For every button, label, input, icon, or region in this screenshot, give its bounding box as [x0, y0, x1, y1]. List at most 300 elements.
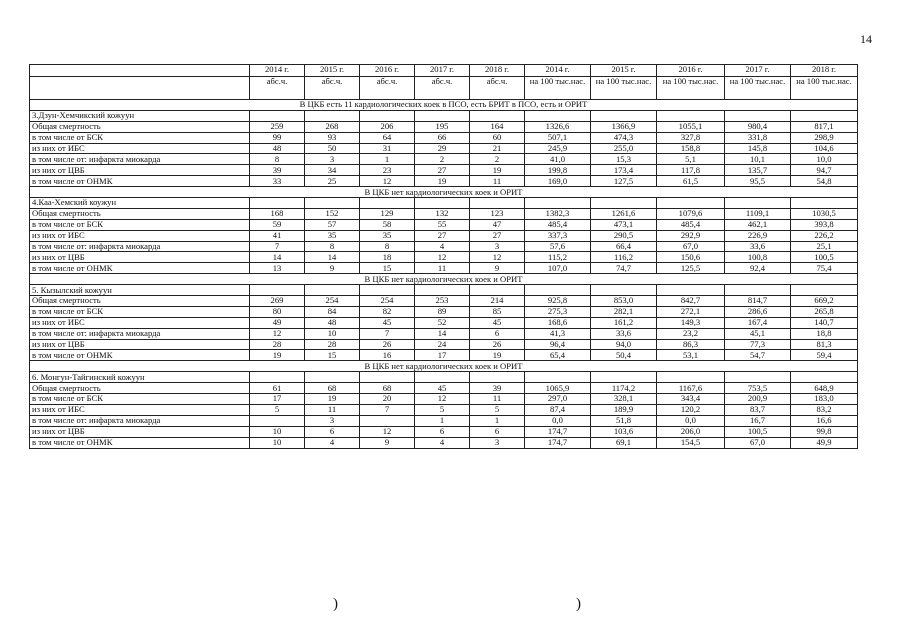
value-cell: 59 [250, 219, 305, 230]
value-cell: 1109,1 [725, 208, 791, 219]
empty-cell [657, 372, 725, 383]
value-cell: 61 [250, 383, 305, 394]
value-cell: 337,3 [525, 230, 591, 241]
value-cell: 35 [305, 230, 360, 241]
value-cell: 93 [305, 132, 360, 143]
value-cell: 853,0 [591, 296, 657, 307]
table-row [30, 263, 858, 274]
value-cell: 66 [415, 132, 470, 143]
value-cell: 1079,6 [657, 208, 725, 219]
value-cell: 14 [250, 252, 305, 263]
empty-cell [305, 285, 360, 296]
value-cell: 50 [305, 143, 360, 154]
row-label: в том числе от: инфаркта миокарда [30, 328, 250, 339]
empty-cell [360, 198, 415, 209]
value-cell: 168 [250, 208, 305, 219]
value-cell: 129 [360, 208, 415, 219]
row-label: в том числе от ОНМК [30, 263, 250, 274]
value-cell: 17 [415, 350, 470, 361]
value-cell: 39 [250, 165, 305, 176]
value-cell: 259 [250, 121, 305, 132]
value-cell: 292,9 [657, 230, 725, 241]
value-cell: 282,1 [591, 306, 657, 317]
empty-cell [725, 110, 791, 121]
value-cell: 290,5 [591, 230, 657, 241]
row-label: из них от ИБС [30, 317, 250, 328]
value-cell: 66,4 [591, 241, 657, 252]
value-cell: 254 [305, 296, 360, 307]
value-cell: 152 [305, 208, 360, 219]
value-cell: 0,0 [657, 415, 725, 426]
value-cell: 41,0 [525, 154, 591, 165]
table-row [30, 208, 858, 219]
value-cell: 65,4 [525, 350, 591, 361]
empty-cell [791, 198, 858, 209]
value-cell: 26 [470, 339, 525, 350]
value-cell: 68 [360, 383, 415, 394]
value-cell: 648,9 [791, 383, 858, 394]
row-label: в том числе от БСК [30, 306, 250, 317]
section-note-row [30, 361, 858, 372]
value-cell: 13 [250, 263, 305, 274]
header-year-cell: 2015 г. [591, 65, 657, 77]
value-cell: 60 [470, 132, 525, 143]
value-cell: 462,1 [725, 219, 791, 230]
table-row [30, 437, 858, 448]
value-cell: 41 [250, 230, 305, 241]
header-unit-cell: на 100 тыс.нас. [657, 77, 725, 100]
value-cell: 272,1 [657, 306, 725, 317]
value-cell: 132 [415, 208, 470, 219]
value-cell: 21 [470, 143, 525, 154]
value-cell: 5,1 [657, 154, 725, 165]
empty-cell [791, 285, 858, 296]
value-cell: 255,0 [591, 143, 657, 154]
value-cell: 86,3 [657, 339, 725, 350]
value-cell: 814,7 [725, 296, 791, 307]
value-cell: 10,1 [725, 154, 791, 165]
value-cell: 19 [470, 165, 525, 176]
value-cell: 5 [250, 404, 305, 415]
value-cell: 52 [415, 317, 470, 328]
value-cell: 206,0 [657, 426, 725, 437]
value-cell: 99,8 [791, 426, 858, 437]
empty-cell [305, 110, 360, 121]
value-cell: 1 [415, 415, 470, 426]
value-cell [360, 415, 415, 426]
empty-cell [470, 285, 525, 296]
value-cell: 100,5 [791, 252, 858, 263]
value-cell: 45 [470, 317, 525, 328]
value-cell: 29 [415, 143, 470, 154]
value-cell: 94,0 [591, 339, 657, 350]
value-cell: 87,4 [525, 404, 591, 415]
empty-cell [470, 372, 525, 383]
value-cell: 11 [470, 394, 525, 405]
header-year-cell: 2017 г. [415, 65, 470, 77]
value-cell: 1 [360, 154, 415, 165]
value-cell: 5 [415, 404, 470, 415]
value-cell: 6 [470, 426, 525, 437]
table-row [30, 176, 858, 187]
value-cell: 275,3 [525, 306, 591, 317]
value-cell: 1 [470, 415, 525, 426]
empty-cell [591, 198, 657, 209]
value-cell: 12 [415, 394, 470, 405]
row-label: в том числе от БСК [30, 219, 250, 230]
value-cell: 4 [415, 437, 470, 448]
row-label: из них от ЦВБ [30, 165, 250, 176]
value-cell: 16,6 [791, 415, 858, 426]
row-label: в том числе от ОНМК [30, 437, 250, 448]
value-cell: 104,6 [791, 143, 858, 154]
empty-cell [415, 110, 470, 121]
empty-cell [415, 198, 470, 209]
value-cell: 214 [470, 296, 525, 307]
value-cell: 74,7 [591, 263, 657, 274]
empty-cell [360, 285, 415, 296]
value-cell: 343,4 [657, 394, 725, 405]
empty-cell [725, 372, 791, 383]
value-cell: 328,1 [591, 394, 657, 405]
value-cell: 33,6 [725, 241, 791, 252]
value-cell: 55 [415, 219, 470, 230]
empty-cell [305, 372, 360, 383]
district-name: 6. Монгун-Тайгинский кожуун [30, 372, 250, 383]
value-cell: 925,8 [525, 296, 591, 307]
value-cell: 95,5 [725, 176, 791, 187]
value-cell: 49,9 [791, 437, 858, 448]
value-cell: 83,2 [791, 404, 858, 415]
header-units-row [30, 77, 858, 100]
value-cell: 20 [360, 394, 415, 405]
table-row [30, 143, 858, 154]
row-label: из них от ЦВБ [30, 252, 250, 263]
section-note-row [30, 100, 858, 111]
table-row [30, 306, 858, 317]
value-cell: 123 [470, 208, 525, 219]
value-cell: 331,8 [725, 132, 791, 143]
header-unit-cell: на 100 тыс.нас. [725, 77, 791, 100]
value-cell: 107,0 [525, 263, 591, 274]
value-cell: 145,8 [725, 143, 791, 154]
table-row [30, 383, 858, 394]
value-cell: 67,0 [657, 241, 725, 252]
value-cell: 47 [470, 219, 525, 230]
value-cell: 158,8 [657, 143, 725, 154]
value-cell: 12 [250, 328, 305, 339]
value-cell: 6 [305, 426, 360, 437]
value-cell: 5 [470, 404, 525, 415]
value-cell: 669,2 [791, 296, 858, 307]
value-cell [250, 415, 305, 426]
mortality-table [29, 64, 858, 449]
empty-cell [470, 110, 525, 121]
district-row [30, 110, 858, 121]
value-cell: 17 [250, 394, 305, 405]
empty-cell [415, 285, 470, 296]
value-cell: 99 [250, 132, 305, 143]
value-cell: 67,0 [725, 437, 791, 448]
value-cell: 254 [360, 296, 415, 307]
header-year-cell: 2014 г. [525, 65, 591, 77]
value-cell: 268 [305, 121, 360, 132]
value-cell: 10 [305, 328, 360, 339]
value-cell: 26 [360, 339, 415, 350]
table-row [30, 415, 858, 426]
value-cell: 3 [305, 415, 360, 426]
header-year-cell: 2016 г. [360, 65, 415, 77]
value-cell: 84 [305, 306, 360, 317]
value-cell: 1174,2 [591, 383, 657, 394]
value-cell: 150,6 [657, 252, 725, 263]
value-cell: 2 [415, 154, 470, 165]
row-label: из них от ЦВБ [30, 426, 250, 437]
value-cell: 27 [415, 165, 470, 176]
header-year-cell: 2018 г. [470, 65, 525, 77]
section-note-row [30, 187, 858, 198]
value-cell: 10 [250, 437, 305, 448]
value-cell: 253 [415, 296, 470, 307]
header-year-cell: 2015 г. [305, 65, 360, 77]
value-cell: 174,7 [525, 437, 591, 448]
value-cell: 298,9 [791, 132, 858, 143]
empty-cell [525, 285, 591, 296]
value-cell: 28 [305, 339, 360, 350]
value-cell: 189,9 [591, 404, 657, 415]
district-name: 3.Дзун-Хемчикский кожуун [30, 110, 250, 121]
row-label: в том числе от БСК [30, 132, 250, 143]
value-cell: 12 [470, 252, 525, 263]
table-row [30, 121, 858, 132]
value-cell: 10,0 [791, 154, 858, 165]
value-cell: 269 [250, 296, 305, 307]
value-cell: 27 [470, 230, 525, 241]
table-row [30, 154, 858, 165]
value-cell: 48 [250, 143, 305, 154]
footer-mark-right: ) [576, 596, 581, 612]
value-cell: 473,1 [591, 219, 657, 230]
value-cell: 127,5 [591, 176, 657, 187]
value-cell: 59,4 [791, 350, 858, 361]
value-cell: 64 [360, 132, 415, 143]
empty-cell [470, 198, 525, 209]
value-cell: 68 [305, 383, 360, 394]
value-cell: 168,6 [525, 317, 591, 328]
empty-cell [657, 285, 725, 296]
value-cell: 286,6 [725, 306, 791, 317]
value-cell: 297,0 [525, 394, 591, 405]
table-row [30, 296, 858, 307]
district-name: 5. Кызылский кожуун [30, 285, 250, 296]
value-cell: 19 [250, 350, 305, 361]
row-label: Общая смертность [30, 383, 250, 394]
header-unit-cell: абс.ч. [415, 77, 470, 100]
value-cell: 35 [360, 230, 415, 241]
page-number: 14 [860, 32, 872, 46]
value-cell: 15,3 [591, 154, 657, 165]
value-cell: 19 [470, 350, 525, 361]
value-cell: 485,4 [657, 219, 725, 230]
value-cell: 83,7 [725, 404, 791, 415]
empty-cell [657, 198, 725, 209]
value-cell: 161,2 [591, 317, 657, 328]
value-cell: 58 [360, 219, 415, 230]
empty-cell [250, 198, 305, 209]
table-row [30, 339, 858, 350]
value-cell: 81,3 [791, 339, 858, 350]
empty-cell [791, 372, 858, 383]
value-cell: 11 [470, 176, 525, 187]
header-unit-cell: абс.ч. [360, 77, 415, 100]
empty-cell [725, 198, 791, 209]
row-label: Общая смертность [30, 208, 250, 219]
value-cell: 226,9 [725, 230, 791, 241]
value-cell: 507,1 [525, 132, 591, 143]
value-cell: 15 [360, 263, 415, 274]
value-cell: 39 [470, 383, 525, 394]
value-cell: 9 [305, 263, 360, 274]
value-cell: 89 [415, 306, 470, 317]
value-cell: 1065,9 [525, 383, 591, 394]
value-cell: 12 [360, 426, 415, 437]
value-cell: 4 [305, 437, 360, 448]
value-cell: 50,4 [591, 350, 657, 361]
value-cell: 12 [360, 176, 415, 187]
header-year-cell: 2018 г. [791, 65, 858, 77]
row-label: из них от ЦВБ [30, 339, 250, 350]
value-cell: 393,8 [791, 219, 858, 230]
value-cell: 33 [250, 176, 305, 187]
value-cell: 116,2 [591, 252, 657, 263]
row-label: в том числе от: инфаркта миокарда [30, 241, 250, 252]
value-cell: 14 [415, 328, 470, 339]
header-unit-cell: на 100 тыс.нас. [525, 77, 591, 100]
value-cell: 15 [305, 350, 360, 361]
value-cell: 120,2 [657, 404, 725, 415]
header-year-cell: 2016 г. [657, 65, 725, 77]
table-row [30, 241, 858, 252]
value-cell: 19 [415, 176, 470, 187]
value-cell: 1326,6 [525, 121, 591, 132]
empty-cell [525, 110, 591, 121]
empty-cell [250, 372, 305, 383]
empty-cell [525, 372, 591, 383]
value-cell: 9 [470, 263, 525, 274]
empty-cell [725, 285, 791, 296]
row-label: в том числе от ОНМК [30, 350, 250, 361]
header-unit-cell: абс.ч. [305, 77, 360, 100]
value-cell: 49 [250, 317, 305, 328]
section-note: В ЦКБ есть 11 кардиологических коек в ПСО, есть БРИТ в ПСО, есть и ОРИТ [30, 100, 858, 111]
empty-cell [250, 285, 305, 296]
value-cell: 1055,1 [657, 121, 725, 132]
table-row [30, 350, 858, 361]
value-cell: 3 [470, 241, 525, 252]
value-cell: 1261,6 [591, 208, 657, 219]
value-cell: 3 [470, 437, 525, 448]
value-cell: 103,6 [591, 426, 657, 437]
value-cell: 980,4 [725, 121, 791, 132]
empty-cell [360, 372, 415, 383]
table-row [30, 165, 858, 176]
row-label: в том числе от: инфаркта миокарда [30, 415, 250, 426]
value-cell: 57 [305, 219, 360, 230]
value-cell: 92,4 [725, 263, 791, 274]
table-row [30, 317, 858, 328]
value-cell: 23,2 [657, 328, 725, 339]
empty-cell [250, 110, 305, 121]
value-cell: 23 [360, 165, 415, 176]
value-cell: 3 [305, 154, 360, 165]
value-cell: 1366,9 [591, 121, 657, 132]
value-cell: 51,8 [591, 415, 657, 426]
table-row [30, 404, 858, 415]
table-row [30, 394, 858, 405]
value-cell: 485,4 [525, 219, 591, 230]
value-cell: 53,1 [657, 350, 725, 361]
value-cell: 9 [360, 437, 415, 448]
value-cell: 7 [360, 328, 415, 339]
value-cell: 474,3 [591, 132, 657, 143]
value-cell: 18 [360, 252, 415, 263]
table-row [30, 230, 858, 241]
value-cell: 817,1 [791, 121, 858, 132]
value-cell: 25,1 [791, 241, 858, 252]
value-cell: 16,7 [725, 415, 791, 426]
header-unit-cell: на 100 тыс.нас. [791, 77, 858, 100]
value-cell: 200,9 [725, 394, 791, 405]
row-label: из них от ИБС [30, 230, 250, 241]
district-row [30, 198, 858, 209]
table-row [30, 426, 858, 437]
value-cell: 6 [415, 426, 470, 437]
row-label: в том числе от: инфаркта миокарда [30, 154, 250, 165]
empty-cell [591, 110, 657, 121]
value-cell: 27 [415, 230, 470, 241]
value-cell: 8 [250, 154, 305, 165]
district-row [30, 372, 858, 383]
value-cell: 33,6 [591, 328, 657, 339]
empty-cell [525, 198, 591, 209]
value-cell: 12 [415, 252, 470, 263]
value-cell: 206 [360, 121, 415, 132]
value-cell: 57,6 [525, 241, 591, 252]
value-cell: 25 [305, 176, 360, 187]
empty-cell [591, 372, 657, 383]
empty-cell [360, 110, 415, 121]
value-cell: 1167,6 [657, 383, 725, 394]
value-cell: 135,7 [725, 165, 791, 176]
value-cell: 54,7 [725, 350, 791, 361]
section-note: В ЦКБ нет кардиологических коек и ОРИТ [30, 187, 858, 198]
value-cell: 265,8 [791, 306, 858, 317]
value-cell: 6 [470, 328, 525, 339]
value-cell: 10 [250, 426, 305, 437]
value-cell: 34 [305, 165, 360, 176]
value-cell: 45,1 [725, 328, 791, 339]
table-row [30, 328, 858, 339]
value-cell: 100,8 [725, 252, 791, 263]
value-cell: 195 [415, 121, 470, 132]
header-unit-cell: абс.ч. [250, 77, 305, 100]
header-blank-cell [30, 77, 250, 100]
value-cell: 75,4 [791, 263, 858, 274]
value-cell: 245,9 [525, 143, 591, 154]
row-label: в том числе от ОНМК [30, 176, 250, 187]
value-cell: 69,1 [591, 437, 657, 448]
value-cell: 18,8 [791, 328, 858, 339]
